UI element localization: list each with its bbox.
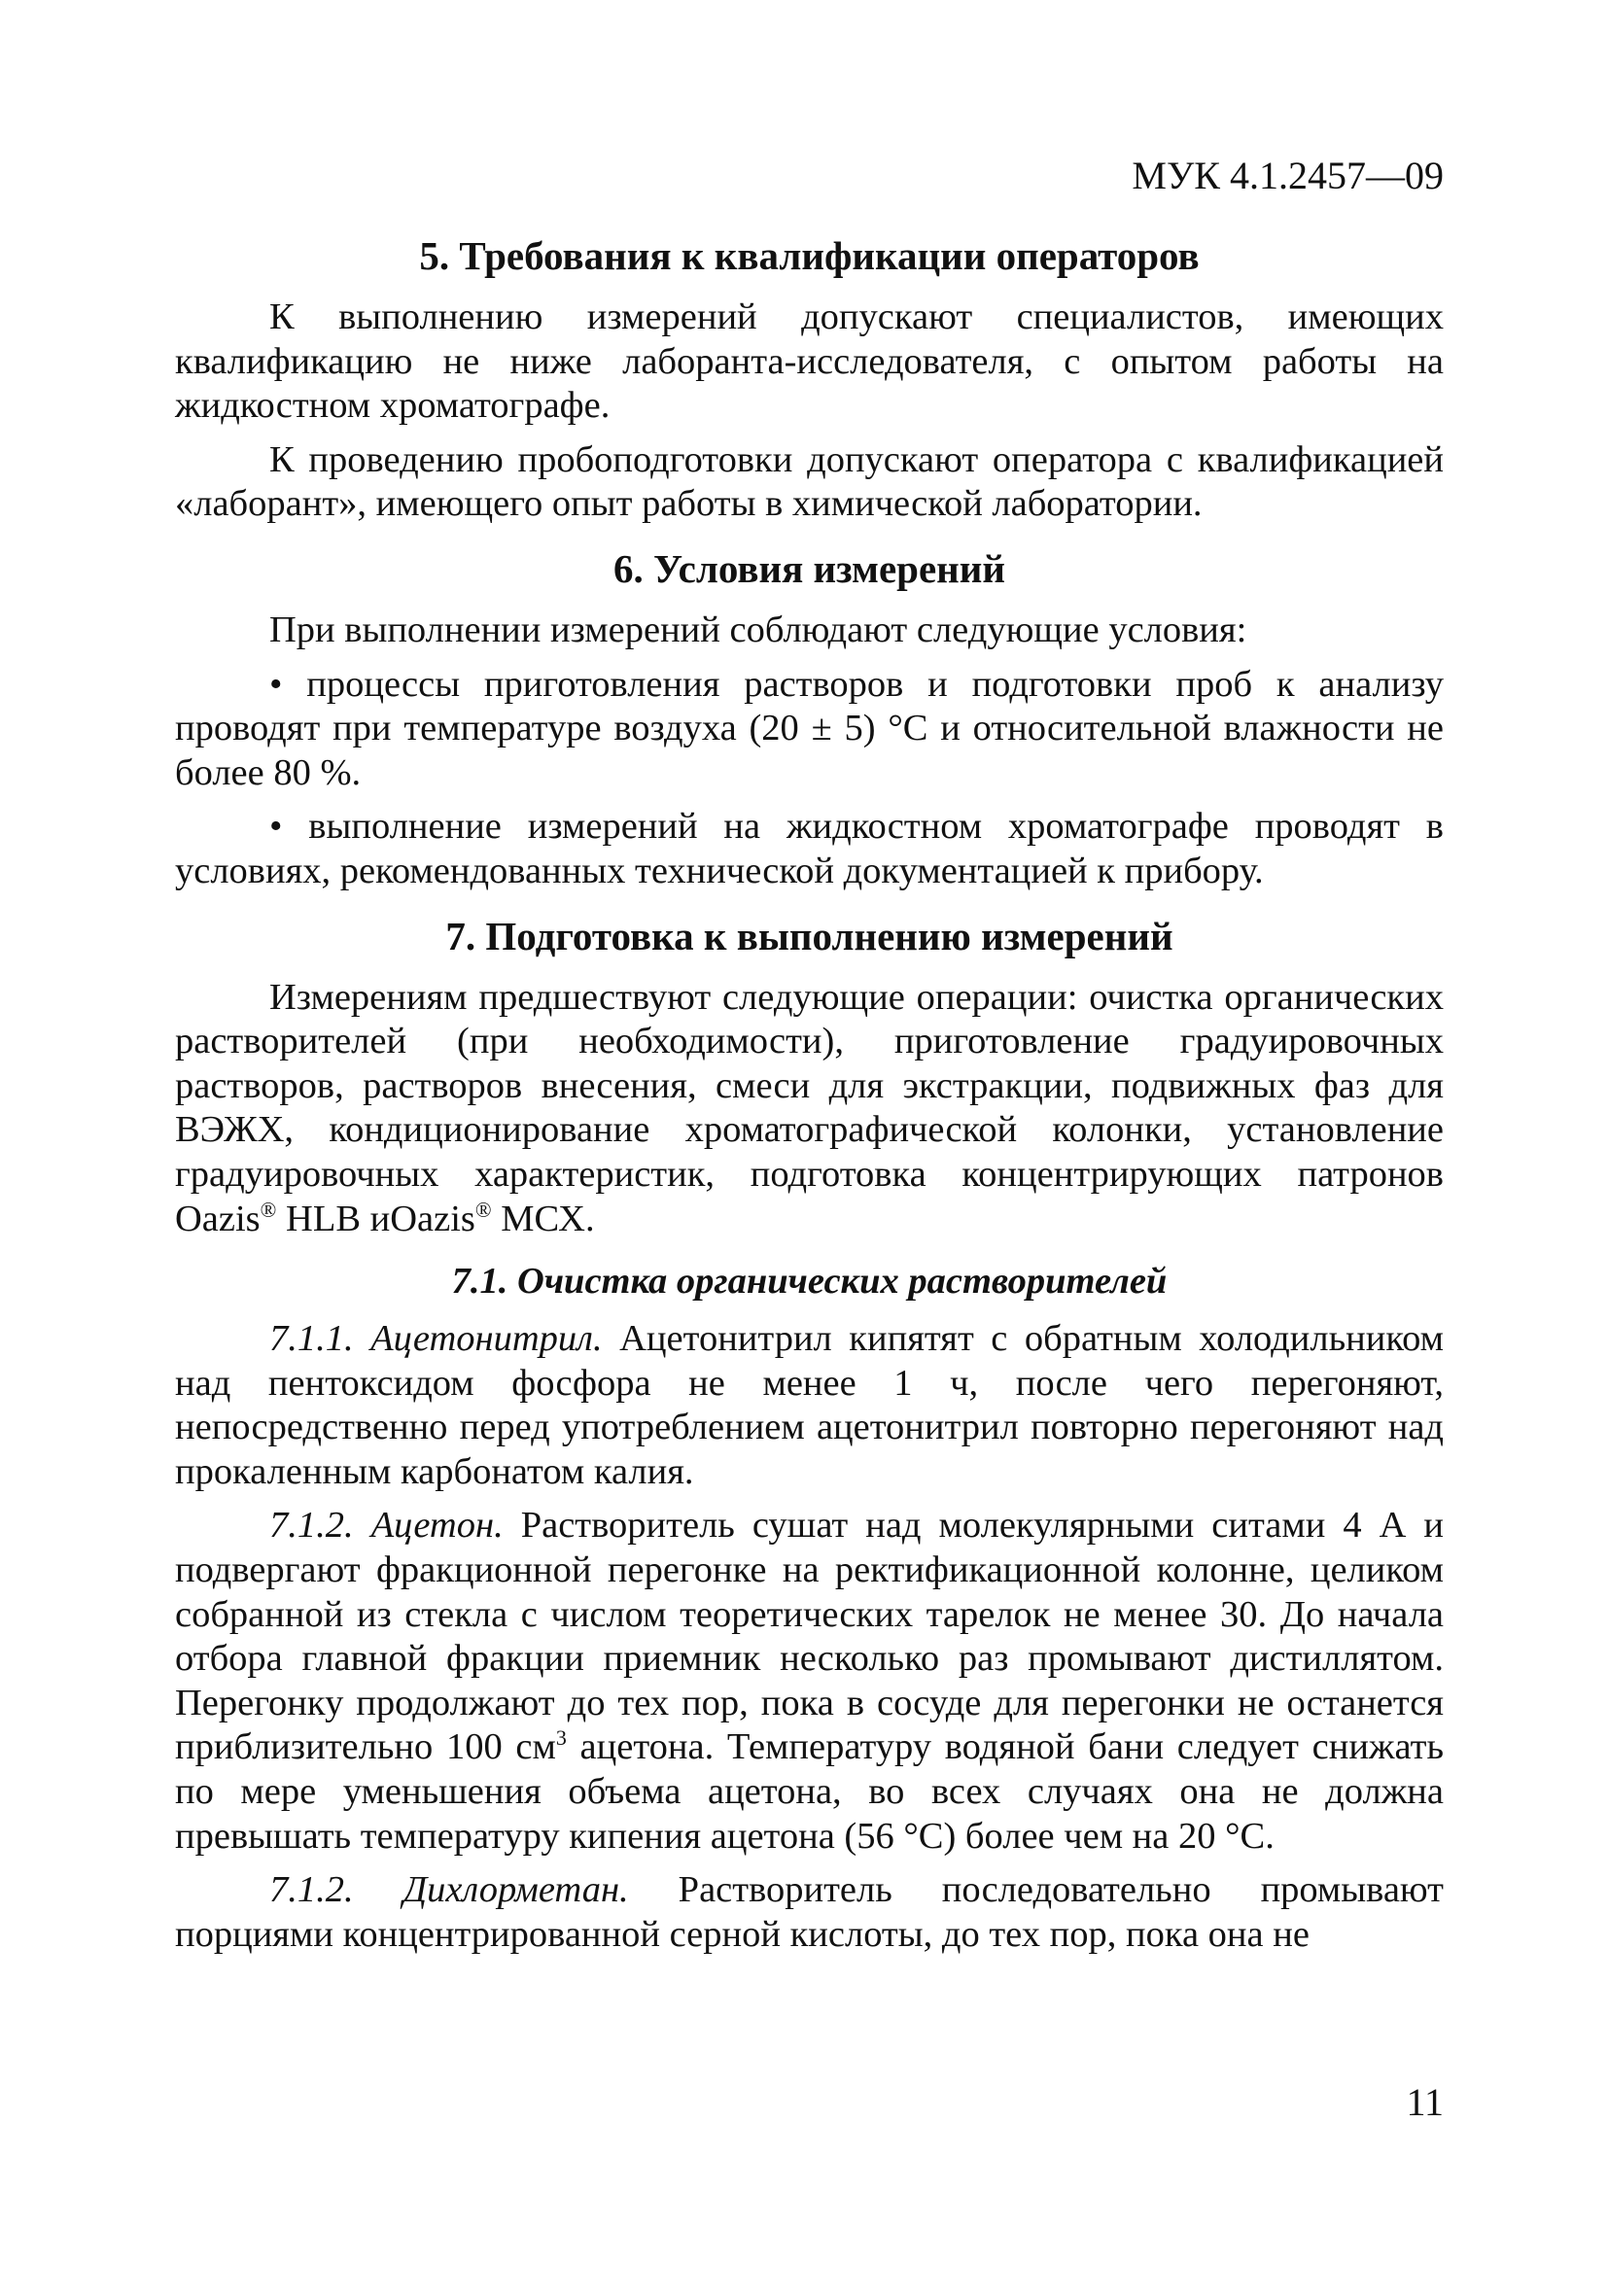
section-6-intro: При выполнении измерений соблюдают следующие условия: xyxy=(269,609,1247,650)
section-7-text-c: МСХ. xyxy=(491,1198,595,1239)
paragraph-7-1-1-heading: 7.1.1. Ацетонитрил. xyxy=(269,1318,603,1360)
paragraph-7-1-1-text: Ацетонитрил кипятят с обратным холодильником над пентоксидом фосфора не менее 1 ч, после чего перегоняют, непосредственно перед употреблением ацетонитрил повторно перегоняют над прокаленным карбонатом калия. xyxy=(175,1318,1444,1492)
cubic-superscript: 3 xyxy=(555,1725,567,1751)
section-7 xyxy=(175,912,1444,1242)
paragraph-7-1-2-heading: 7.1.2. Ацетон. xyxy=(269,1505,504,1547)
paragraph-7-1-2-text-a: Растворитель сушат над молекулярными ситами 4 А и подвергают фракционной перегонке на ректификационной колонне, целиком собранной из стекла с числом теоретических тарелок не менее 30. До начала отбора главной фракции приемник несколько раз промывают дистиллятом. Перегонку продолжают до тех пор, пока в сосуде для перегонки не останется приблизительно 100 см xyxy=(175,1505,1444,1768)
paragraph-7-1-2-text-b: ацетона. Температуру водяной бани следует снижать по мере уменьшения объема ацетона, во всех случаях она не должна превышать температуру кипения ацетона (56 °С) более чем на 20 °С. xyxy=(175,1726,1445,1857)
section-7-title: 7. Подготовка к выполнению измерений xyxy=(445,913,1173,958)
page-number: 11 xyxy=(1406,2080,1444,2124)
section-6-bullet-2: • выполнение измерений на жидкостном хроматографе проводят в условиях, рекомендованных технической документацией к прибору. xyxy=(175,806,1444,891)
paragraph-7-1-3-heading: 7.1.2. Дихлорметан. xyxy=(269,1869,629,1911)
section-6 xyxy=(175,544,1444,894)
section-5-title: 5. Требования к квалификации операторов xyxy=(419,233,1200,278)
section-7-paragraph-1 xyxy=(175,976,1444,1242)
section-7-1 xyxy=(175,1259,1444,1957)
section-7-text-b: HLB иOazis xyxy=(276,1198,475,1239)
section-7-text-a: Измерениям предшествуют следующие операции: очистка органических растворителей (при необходимости), приготовление градуировочных растворов, растворов внесения, смеси для экстракции, подвижных фаз для ВЭЖХ, кондиционирование хроматографической колонки, установление градуировочных характеристик, подготовка концентрирующих патронов Oazis xyxy=(175,976,1444,1239)
section-7-1-title: 7.1. Очистка органических растворителей xyxy=(451,1261,1168,1303)
section-5 xyxy=(175,231,1444,527)
registered-mark-2: ® xyxy=(474,1197,492,1222)
document-code: МУК 4.1.2457—09 xyxy=(1132,154,1444,197)
paragraph-7-1-1 xyxy=(175,1317,1444,1494)
section-6-bullet-1: • процессы приготовления растворов и подготовки проб к анализу проводят при температуре воздуха (20 ± 5) °С и относительной влажности не более 80 %. xyxy=(175,663,1444,793)
paragraph-7-1-2 xyxy=(175,1504,1444,1859)
section-5-paragraph-2: К проведению пробоподготовки допускают оператора с квалификацией «лаборант», имеющего опыт работы в химической лаборатории. xyxy=(175,438,1444,525)
paragraph-7-1-3-text: Растворитель последовательно промывают порциями концентрированной серной кислоты, до тех пор, пока она не xyxy=(175,1869,1445,1955)
registered-mark-1: ® xyxy=(260,1197,277,1222)
document-body xyxy=(175,231,1444,1966)
section-6-title: 6. Условия измерений xyxy=(612,545,1006,591)
section-5-paragraph-1: К выполнению измерений допускают специалистов, имеющих квалификацию не ниже лаборанта-исследователя, с опытом работы на жидкостном хроматографе. xyxy=(175,296,1444,427)
paragraph-7-1-3 xyxy=(175,1868,1444,1957)
